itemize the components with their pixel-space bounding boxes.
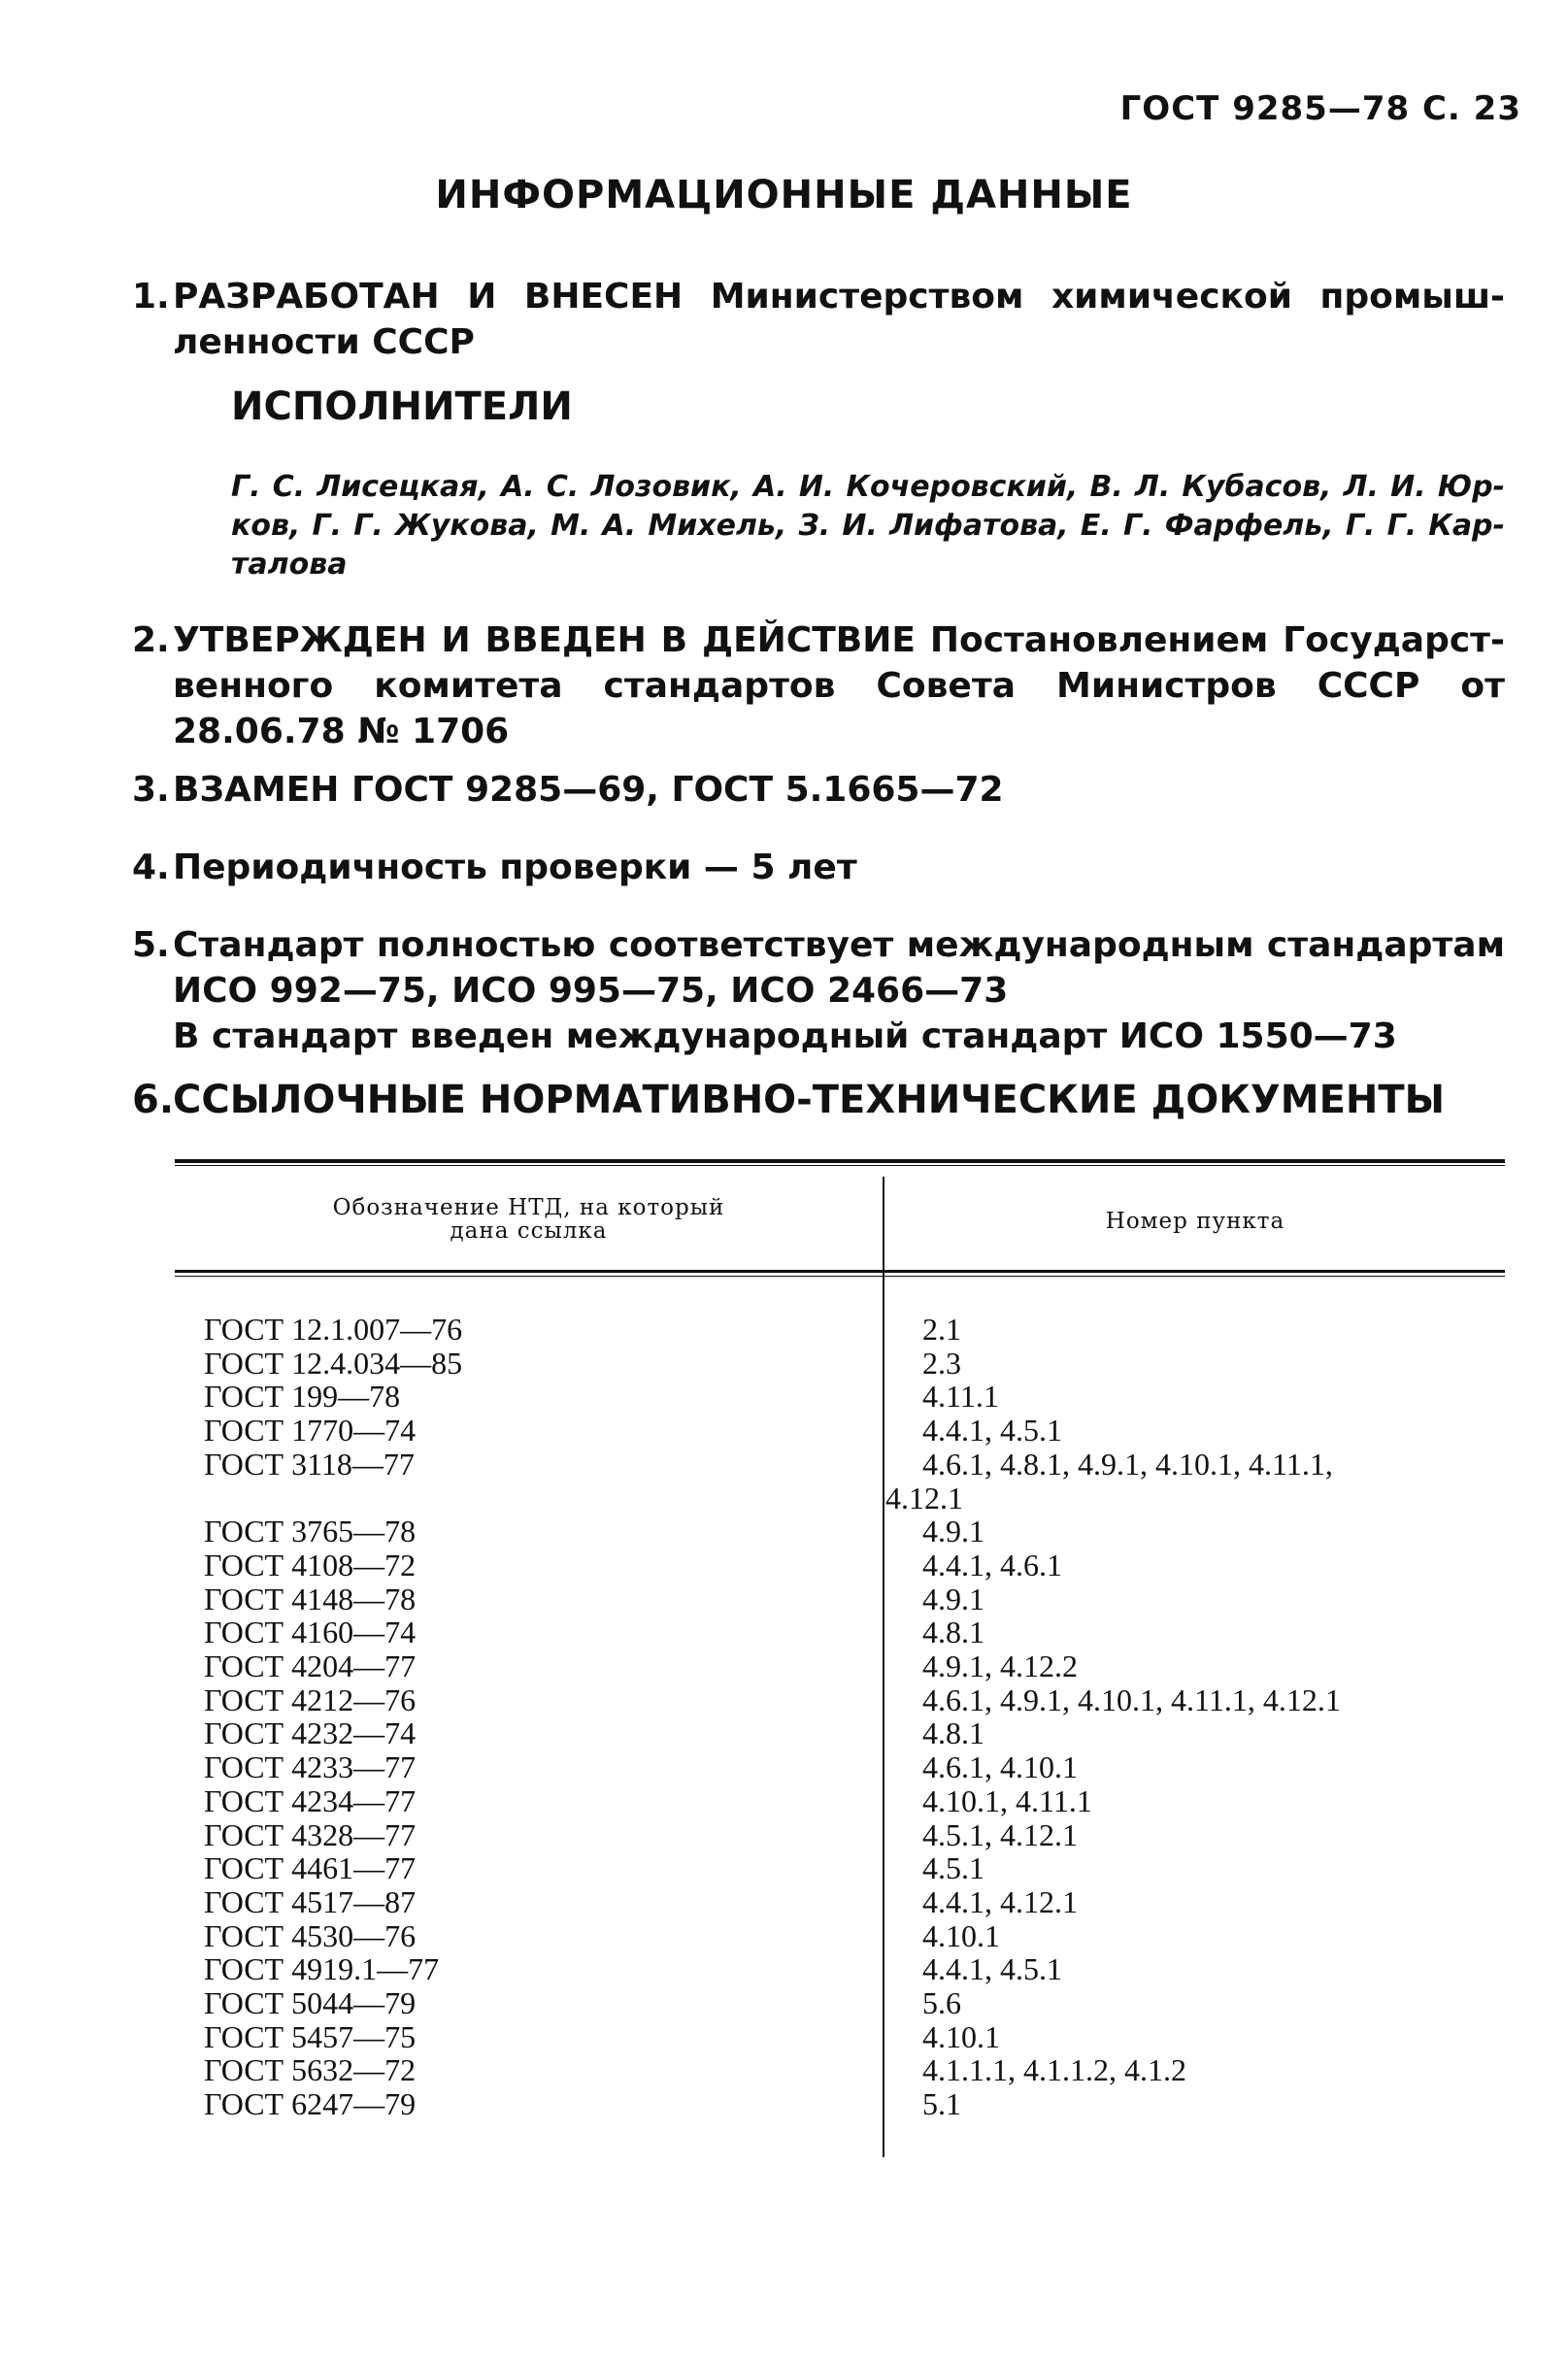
- table-cell-document: ГОСТ 4108—72: [204, 1547, 417, 1582]
- item-5-number: 5.: [132, 925, 170, 965]
- table-cell-document: ГОСТ 4232—74: [204, 1715, 417, 1751]
- table-cell-document: ГОСТ 4160—74: [204, 1615, 417, 1650]
- table-header-rule: [175, 1270, 1505, 1273]
- item-1-number: 1.: [132, 277, 170, 316]
- table-cell-points: 4.8.1: [922, 1615, 984, 1650]
- item-6-number: 6.: [132, 1078, 175, 1122]
- table-cell-document: ГОСТ 6247—79: [204, 2086, 417, 2122]
- item-4-text: Периодичность проверки — 5 лет: [173, 848, 857, 887]
- table-cell-points: 5.6: [922, 1985, 961, 2021]
- table-cell-points: 4.10.1, 4.11.1: [922, 1782, 1092, 1818]
- table-cell-document: ГОСТ 4517—87: [204, 1883, 417, 1919]
- table-cell-points: 4.1.1.1, 4.1.1.2, 4.1.2: [922, 2052, 1186, 2088]
- table-cell-document: ГОСТ 3765—78: [204, 1514, 417, 1549]
- table-header-document: [175, 1196, 883, 1243]
- item-1: [132, 274, 1505, 365]
- table-cell-document: ГОСТ 4234—77: [204, 1782, 417, 1818]
- item-5: [132, 922, 1505, 1059]
- table-cell-points: 4.6.1, 4.8.1, 4.9.1, 4.10.1, 4.11.1,: [922, 1446, 1333, 1482]
- item-2-number: 2.: [132, 620, 170, 660]
- table-cell-points: 4.10.1: [922, 1917, 1000, 1953]
- table-cell-points: 4.4.1, 4.5.1: [922, 1413, 1062, 1448]
- item-6: [132, 1078, 1505, 1123]
- table-cell-points: 5.1: [922, 2086, 961, 2122]
- item-2-line-1: УТВЕРЖДЕН И ВВЕДЕН В ДЕЙСТВИЕ Постановлением Государст-: [173, 620, 1505, 660]
- executors-list: [231, 468, 1505, 584]
- table-cell-points: 4.4.1, 4.12.1: [922, 1883, 1078, 1919]
- table-points-column: [885, 1312, 1505, 2122]
- item-2: [132, 617, 1505, 754]
- executors-line-3: талова: [231, 548, 348, 582]
- table-column-divider: [883, 1177, 884, 2157]
- table-cell-document: ГОСТ 5632—72: [204, 2052, 417, 2088]
- table-cell-points: 4.10.1: [922, 2018, 1000, 2054]
- table-cell-document: ГОСТ 5044—79: [204, 1985, 417, 2021]
- table-cell-document: ГОСТ 12.1.007—76: [204, 1312, 463, 1347]
- table-cell-points: 4.6.1, 4.9.1, 4.10.1, 4.11.1, 4.12.1: [922, 1681, 1341, 1717]
- table-header-rule-thin: [175, 1276, 1505, 1277]
- table-header-document-line-1: Обозначение НТД, на который: [332, 1195, 725, 1220]
- table-cell-points: 4.5.1: [922, 1850, 984, 1886]
- page-header: ГОСТ 9285—78 С. 23: [1119, 89, 1521, 128]
- table-cell-document: ГОСТ 4328—77: [204, 1816, 417, 1852]
- table-cell-points-continued: 4.12.1: [885, 1480, 963, 1515]
- item-6-text: ССЫЛОЧНЫЕ НОРМАТИВНО-ТЕХНИЧЕСКИЕ ДОКУМЕНТЫ: [173, 1078, 1446, 1122]
- executors-line-1: Г. С. Лисецкая, А. С. Лозовик, А. И. Кочеровский, В. Л. Кубасов, Л. И. Юр-: [231, 470, 1505, 504]
- table-cell-document: ГОСТ 4212—76: [204, 1681, 417, 1717]
- item-5-line-1: Стандарт полностью соответствует международным стандартам: [173, 925, 1505, 965]
- table-cell-points: 4.9.1: [922, 1514, 984, 1549]
- table-cell-document: ГОСТ 4919.1—77: [204, 1951, 440, 1987]
- item-5-line-2: ИСО 992—75, ИСО 995—75, ИСО 2466—73: [173, 971, 1009, 1011]
- table-header-points: Номер пункта: [1105, 1209, 1285, 1234]
- table-cell-document: ГОСТ 4461—77: [204, 1850, 417, 1886]
- item-2-line-3: 28.06.78 № 1706: [173, 712, 510, 751]
- item-1-line-1: РАЗРАБОТАН И ВНЕСЕН Министерством химической промыш-: [173, 277, 1505, 316]
- item-4-number: 4.: [132, 848, 170, 887]
- table-cell-points: 4.9.1: [922, 1581, 984, 1616]
- table-cell-document: ГОСТ 1770—74: [204, 1413, 417, 1448]
- table-cell-document: ГОСТ 3118—77: [204, 1446, 415, 1482]
- item-5-line-3: В стандарт введен международный стандарт ИСО 1550—73: [173, 1016, 1397, 1056]
- item-3-text: ВЗАМЕН ГОСТ 9285—69, ГОСТ 5.1665—72: [173, 770, 1004, 810]
- table-cell-document: ГОСТ 4530—76: [204, 1917, 417, 1953]
- table-cell-points: 4.11.1: [922, 1379, 999, 1415]
- table-cell-points: 2.3: [922, 1345, 961, 1381]
- table-top-rule-thin: [175, 1165, 1505, 1166]
- table-top-rule: [175, 1159, 1505, 1163]
- table-cell-document: ГОСТ 5457—75: [204, 2018, 417, 2054]
- table-cell-points: 4.5.1, 4.12.1: [922, 1816, 1078, 1852]
- table-row-spacer: [204, 1482, 864, 1515]
- table-cell-points: 4.8.1: [922, 1715, 984, 1751]
- item-1-line-2: ленности СССР: [173, 322, 475, 362]
- item-3: [132, 767, 1505, 813]
- table-cell-document: ГОСТ 4204—77: [204, 1648, 417, 1684]
- item-2-line-2: венного комитета стандартов Совета Министров СССР от: [173, 666, 1505, 706]
- page-title: ИНФОРМАЦИОННЫЕ ДАННЫЕ: [435, 173, 1133, 217]
- table-cell-points: 4.4.1, 4.6.1: [922, 1547, 1062, 1582]
- table-cell-points: 4.4.1, 4.5.1: [922, 1951, 1062, 1987]
- table-cell-document: ГОСТ 12.4.034—85: [204, 1345, 463, 1381]
- table-cell-points: 2.1: [922, 1312, 961, 1347]
- table-cell-document: ГОСТ 4148—78: [204, 1581, 417, 1616]
- table-cell-document: ГОСТ 4233—77: [204, 1749, 417, 1785]
- table-doc-column: [204, 1313, 864, 2121]
- table-cell-points: 4.9.1, 4.12.2: [922, 1648, 1078, 1684]
- table-cell-points: 4.6.1, 4.10.1: [922, 1749, 1078, 1785]
- table-cell-document: ГОСТ 199—78: [204, 1379, 401, 1415]
- executors-heading: ИСПОЛНИТЕЛИ: [231, 384, 573, 429]
- executors-line-2: ков, Г. Г. Жукова, М. А. Михель, З. И. Лифатова, Е. Г. Фарфель, Г. Г. Кар-: [231, 509, 1505, 543]
- item-3-number: 3.: [132, 770, 170, 810]
- table-header-document-line-2: дана ссылка: [450, 1218, 608, 1244]
- item-4: [132, 845, 1505, 890]
